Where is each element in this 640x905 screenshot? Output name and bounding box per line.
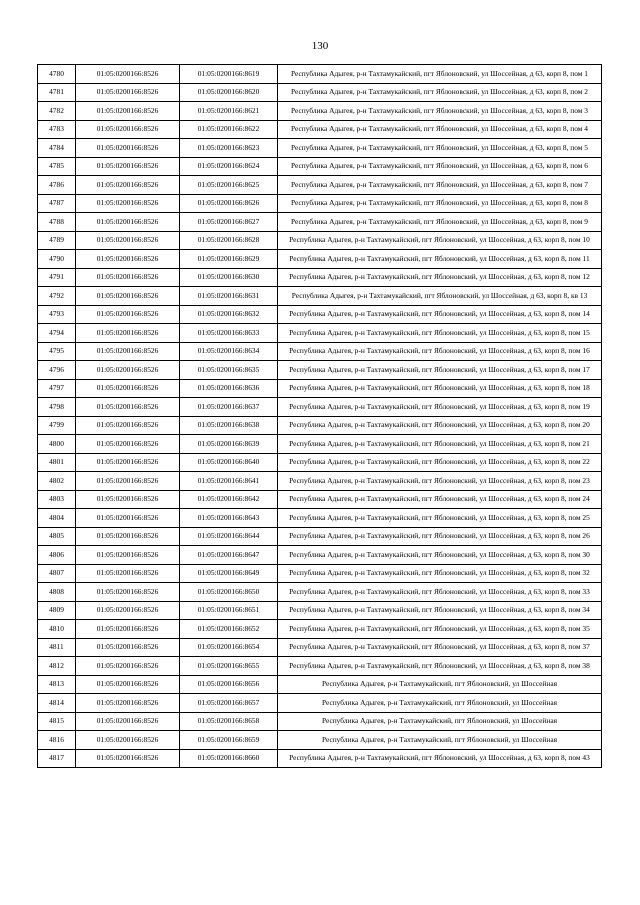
- cadastral-number-cell: 01:05:0200166:8655: [180, 657, 278, 676]
- cadastral-number-cell: 01:05:0200166:8640: [180, 453, 278, 472]
- row-number-cell: 4797: [38, 379, 76, 398]
- row-number-cell: 4801: [38, 453, 76, 472]
- address-cell: Республика Адыгея, р-н Тахтамукайский, пгт Яблоновский, ул Шоссейная, д 63, корп 8, пом 4: [278, 120, 602, 139]
- row-number-cell: 4811: [38, 638, 76, 657]
- cadastral-number-cell: 01:05:0200166:8624: [180, 157, 278, 176]
- cadastral-number-cell: 01:05:0200166:8633: [180, 324, 278, 343]
- table-row: [38, 157, 602, 176]
- table-row: [38, 342, 602, 361]
- cadastral-number-cell: 01:05:0200166:8652: [180, 620, 278, 639]
- parent-cadastral-cell: 01:05:0200166:8526: [76, 268, 180, 287]
- row-number-cell: 4807: [38, 564, 76, 583]
- address-cell: Республика Адыгея, р-н Тахтамукайский, пгт Яблоновский, ул Шоссейная, д 63, корп 8, пом 6: [278, 157, 602, 176]
- parent-cadastral-cell: 01:05:0200166:8526: [76, 435, 180, 454]
- address-cell: Республика Адыгея, р-н Тахтамукайский, пгт Яблоновский, ул Шоссейная, д 63, корп 8, пом 34: [278, 601, 602, 620]
- cadastral-number-cell: 01:05:0200166:8660: [180, 749, 278, 768]
- row-number-cell: 4810: [38, 620, 76, 639]
- parent-cadastral-cell: 01:05:0200166:8526: [76, 749, 180, 768]
- row-number-cell: 4785: [38, 157, 76, 176]
- cadastral-number-cell: 01:05:0200166:8647: [180, 546, 278, 565]
- row-number-cell: 4805: [38, 527, 76, 546]
- row-number-cell: 4796: [38, 361, 76, 380]
- row-number-cell: 4780: [38, 65, 76, 84]
- parent-cadastral-cell: 01:05:0200166:8526: [76, 65, 180, 84]
- row-number-cell: 4803: [38, 490, 76, 509]
- parent-cadastral-cell: 01:05:0200166:8526: [76, 620, 180, 639]
- cadastral-number-cell: 01:05:0200166:8637: [180, 398, 278, 417]
- cadastral-number-cell: 01:05:0200166:8626: [180, 194, 278, 213]
- parent-cadastral-cell: 01:05:0200166:8526: [76, 398, 180, 417]
- table-row: [38, 694, 602, 713]
- row-number-cell: 4783: [38, 120, 76, 139]
- address-cell: Республика Адыгея, р-н Тахтамукайский, пгт Яблоновский, ул Шоссейная, д 63, корп 8, пом 19: [278, 398, 602, 417]
- table-row: [38, 379, 602, 398]
- table-row: [38, 472, 602, 491]
- cadastral-number-cell: 01:05:0200166:8631: [180, 287, 278, 306]
- table-row: [38, 490, 602, 509]
- table-row: [38, 731, 602, 750]
- parent-cadastral-cell: 01:05:0200166:8526: [76, 583, 180, 602]
- row-number-cell: 4809: [38, 601, 76, 620]
- parent-cadastral-cell: 01:05:0200166:8526: [76, 194, 180, 213]
- parent-cadastral-cell: 01:05:0200166:8526: [76, 472, 180, 491]
- address-cell: Республика Адыгея, р-н Тахтамукайский, пгт Яблоновский, ул Шоссейная, д 63, корп 8, пом 12: [278, 268, 602, 287]
- parent-cadastral-cell: 01:05:0200166:8526: [76, 176, 180, 195]
- parent-cadastral-cell: 01:05:0200166:8526: [76, 731, 180, 750]
- table-row: [38, 620, 602, 639]
- address-cell: Республика Адыгея, р-н Тахтамукайский, пгт Яблоновский, ул Шоссейная, д 63, корп 8, пом 21: [278, 435, 602, 454]
- table-row: [38, 268, 602, 287]
- table-row: [38, 398, 602, 417]
- parent-cadastral-cell: 01:05:0200166:8526: [76, 564, 180, 583]
- cadastral-number-cell: 01:05:0200166:8657: [180, 694, 278, 713]
- cadastral-number-cell: 01:05:0200166:8641: [180, 472, 278, 491]
- cadastral-number-cell: 01:05:0200166:8635: [180, 361, 278, 380]
- parent-cadastral-cell: 01:05:0200166:8526: [76, 416, 180, 435]
- cadastral-number-cell: 01:05:0200166:8656: [180, 675, 278, 694]
- address-cell: Республика Адыгея, р-н Тахтамукайский, пгт Яблоновский, ул Шоссейная, д 63, корп 8, пом 5: [278, 139, 602, 158]
- cadastral-number-cell: 01:05:0200166:8650: [180, 583, 278, 602]
- address-cell: Республика Адыгея, р-н Тахтамукайский, пгт Яблоновский, ул Шоссейная, д 63, корп 8, пом 22: [278, 453, 602, 472]
- address-cell: Республика Адыгея, р-н Тахтамукайский, пгт Яблоновский, ул Шоссейная: [278, 675, 602, 694]
- row-number-cell: 4781: [38, 83, 76, 102]
- row-number-cell: 4806: [38, 546, 76, 565]
- row-number-cell: 4787: [38, 194, 76, 213]
- row-number-cell: 4816: [38, 731, 76, 750]
- parent-cadastral-cell: 01:05:0200166:8526: [76, 509, 180, 528]
- table-row: [38, 601, 602, 620]
- row-number-cell: 4814: [38, 694, 76, 713]
- row-number-cell: 4795: [38, 342, 76, 361]
- address-cell: Республика Адыгея, р-н Тахтамукайский, пгт Яблоновский, ул Шоссейная, д 63, корп 8, пом 32: [278, 564, 602, 583]
- row-number-cell: 4784: [38, 139, 76, 158]
- parent-cadastral-cell: 01:05:0200166:8526: [76, 139, 180, 158]
- address-cell: Республика Адыгея, р-н Тахтамукайский, пгт Яблоновский, ул Шоссейная, д 63, корп 8, пом 30: [278, 546, 602, 565]
- table-row: [38, 287, 602, 306]
- parent-cadastral-cell: 01:05:0200166:8526: [76, 324, 180, 343]
- table-row: [38, 120, 602, 139]
- address-cell: Республика Адыгея, р-н Тахтамукайский, пгт Яблоновский, ул Шоссейная, д 63, корп 8, пом 18: [278, 379, 602, 398]
- table-body: [38, 65, 602, 768]
- address-cell: Республика Адыгея, р-н Тахтамукайский, пгт Яблоновский, ул Шоссейная, д 63, корп 8, пом 2: [278, 83, 602, 102]
- table-row: [38, 231, 602, 250]
- table-row: [38, 416, 602, 435]
- parent-cadastral-cell: 01:05:0200166:8526: [76, 83, 180, 102]
- cadastral-number-cell: 01:05:0200166:8638: [180, 416, 278, 435]
- row-number-cell: 4790: [38, 250, 76, 269]
- parent-cadastral-cell: 01:05:0200166:8526: [76, 157, 180, 176]
- address-cell: Республика Адыгея, р-н Тахтамукайский, пгт Яблоновский, ул Шоссейная, д 63, корп 8, пом 38: [278, 657, 602, 676]
- row-number-cell: 4793: [38, 305, 76, 324]
- parent-cadastral-cell: 01:05:0200166:8526: [76, 342, 180, 361]
- parent-cadastral-cell: 01:05:0200166:8526: [76, 490, 180, 509]
- row-number-cell: 4794: [38, 324, 76, 343]
- table-row: [38, 213, 602, 232]
- table-row: [38, 305, 602, 324]
- table-row: [38, 527, 602, 546]
- table-row: [38, 657, 602, 676]
- cadastral-number-cell: 01:05:0200166:8654: [180, 638, 278, 657]
- table-row: [38, 564, 602, 583]
- address-cell: Республика Адыгея, р-н Тахтамукайский, пгт Яблоновский, ул Шоссейная, д 63, корп 8, пом 7: [278, 176, 602, 195]
- table-row: [38, 250, 602, 269]
- address-cell: Республика Адыгея, р-н Тахтамукайский, пгт Яблоновский, ул Шоссейная, д 63, корп 8, пом 26: [278, 527, 602, 546]
- cadastral-number-cell: 01:05:0200166:8651: [180, 601, 278, 620]
- parent-cadastral-cell: 01:05:0200166:8526: [76, 527, 180, 546]
- table-row: [38, 139, 602, 158]
- parent-cadastral-cell: 01:05:0200166:8526: [76, 250, 180, 269]
- table-row: [38, 638, 602, 657]
- row-number-cell: 4812: [38, 657, 76, 676]
- parent-cadastral-cell: 01:05:0200166:8526: [76, 601, 180, 620]
- cadastral-number-cell: 01:05:0200166:8642: [180, 490, 278, 509]
- row-number-cell: 4782: [38, 102, 76, 121]
- parent-cadastral-cell: 01:05:0200166:8526: [76, 102, 180, 121]
- row-number-cell: 4786: [38, 176, 76, 195]
- row-number-cell: 4799: [38, 416, 76, 435]
- address-cell: Республика Адыгея, р-н Тахтамукайский, пгт Яблоновский, ул Шоссейная, д 63, корп 8, пом 17: [278, 361, 602, 380]
- table-row: [38, 712, 602, 731]
- row-number-cell: 4808: [38, 583, 76, 602]
- parent-cadastral-cell: 01:05:0200166:8526: [76, 120, 180, 139]
- row-number-cell: 4802: [38, 472, 76, 491]
- cadastral-number-cell: 01:05:0200166:8632: [180, 305, 278, 324]
- address-cell: Республика Адыгея, р-н Тахтамукайский, пгт Яблоновский, ул Шоссейная, д 63, корп 8, пом 37: [278, 638, 602, 657]
- cadastral-number-cell: 01:05:0200166:8627: [180, 213, 278, 232]
- cadastral-number-cell: 01:05:0200166:8620: [180, 83, 278, 102]
- address-cell: Республика Адыгея, р-н Тахтамукайский, пгт Яблоновский, ул Шоссейная, д 63, корп 8, пом 11: [278, 250, 602, 269]
- cadastral-number-cell: 01:05:0200166:8630: [180, 268, 278, 287]
- cadastral-number-cell: 01:05:0200166:8634: [180, 342, 278, 361]
- address-cell: Республика Адыгея, р-н Тахтамукайский, пгт Яблоновский, ул Шоссейная: [278, 694, 602, 713]
- cadastral-number-cell: 01:05:0200166:8628: [180, 231, 278, 250]
- row-number-cell: 4789: [38, 231, 76, 250]
- cadastral-number-cell: 01:05:0200166:8629: [180, 250, 278, 269]
- cadastral-number-cell: 01:05:0200166:8639: [180, 435, 278, 454]
- parent-cadastral-cell: 01:05:0200166:8526: [76, 657, 180, 676]
- cadastral-number-cell: 01:05:0200166:8659: [180, 731, 278, 750]
- address-cell: Республика Адыгея, р-н Тахтамукайский, пгт Яблоновский, ул Шоссейная, д 63, корп 8, пом 33: [278, 583, 602, 602]
- table-row: [38, 83, 602, 102]
- cadastral-number-cell: 01:05:0200166:8619: [180, 65, 278, 84]
- cadastral-number-cell: 01:05:0200166:8643: [180, 509, 278, 528]
- parent-cadastral-cell: 01:05:0200166:8526: [76, 453, 180, 472]
- parent-cadastral-cell: 01:05:0200166:8526: [76, 546, 180, 565]
- parent-cadastral-cell: 01:05:0200166:8526: [76, 379, 180, 398]
- address-cell: Республика Адыгея, р-н Тахтамукайский, пгт Яблоновский, ул Шоссейная, д 63, корп 8, пом 8: [278, 194, 602, 213]
- table-row: [38, 176, 602, 195]
- address-cell: Республика Адыгея, р-н Тахтамукайский, пгт Яблоновский, ул Шоссейная, д 63, корп 8, пом 23: [278, 472, 602, 491]
- row-number-cell: 4792: [38, 287, 76, 306]
- address-cell: Республика Адыгея, р-н Тахтамукайский, пгт Яблоновский, ул Шоссейная, д 63, корп 8, пом 24: [278, 490, 602, 509]
- address-cell: Республика Адыгея, р-н Тахтамукайский, пгт Яблоновский, ул Шоссейная, д 63, корп 8, пом 15: [278, 324, 602, 343]
- row-number-cell: 4817: [38, 749, 76, 768]
- table-row: [38, 675, 602, 694]
- table-row: [38, 435, 602, 454]
- table-row: [38, 194, 602, 213]
- address-cell: Республика Адыгея, р-н Тахтамукайский, пгт Яблоновский, ул Шоссейная, д 63, корп 8, пом 10: [278, 231, 602, 250]
- address-cell: Республика Адыгея, р-н Тахтамукайский, пгт Яблоновский, ул Шоссейная, д 63, корп 8, пом 16: [278, 342, 602, 361]
- parent-cadastral-cell: 01:05:0200166:8526: [76, 231, 180, 250]
- cadastral-number-cell: 01:05:0200166:8636: [180, 379, 278, 398]
- page-number: 130: [311, 40, 329, 52]
- table-row: [38, 361, 602, 380]
- address-cell: Республика Адыгея, р-н Тахтамукайский, пгт Яблоновский, ул Шоссейная, д 63, корп 8, пом 1: [278, 65, 602, 84]
- address-cell: Республика Адыгея, р-н Тахтамукайский, пгт Яблоновский, ул Шоссейная: [278, 731, 602, 750]
- address-cell: Республика Адыгея, р-н Тахтамукайский, пгт Яблоновский, ул Шоссейная, д 63, корп 8, пом 25: [278, 509, 602, 528]
- cadastral-number-cell: 01:05:0200166:8649: [180, 564, 278, 583]
- table-row: [38, 102, 602, 121]
- parent-cadastral-cell: 01:05:0200166:8526: [76, 287, 180, 306]
- address-cell: Республика Адыгея, р-н Тахтамукайский, пгт Яблоновский, ул Шоссейная, д 63, корп 8, пом 14: [278, 305, 602, 324]
- table-row: [38, 324, 602, 343]
- address-cell: Республика Адыгея, р-н Тахтамукайский, пгт Яблоновский, ул Шоссейная: [278, 712, 602, 731]
- address-cell: Республика Адыгея, р-н Тахтамукайский, пгт Яблоновский, ул Шоссейная, д 63, корп 8, пом 43: [278, 749, 602, 768]
- address-cell: Республика Адыгея, р-н Тахтамукайский, пгт Яблоновский, ул Шоссейная, д 63, корп 8, пом 20: [278, 416, 602, 435]
- table-row: [38, 749, 602, 768]
- address-cell: Республика Адыгея, р-н Тахтамукайский, пгт Яблоновский, ул Шоссейная, д 63, корп 8, кв 13: [278, 287, 602, 306]
- table-row: [38, 583, 602, 602]
- address-cell: Республика Адыгея, р-н Тахтамукайский, пгт Яблоновский, ул Шоссейная, д 63, корп 8, пом 9: [278, 213, 602, 232]
- table-row: [38, 453, 602, 472]
- cadastral-number-cell: 01:05:0200166:8622: [180, 120, 278, 139]
- row-number-cell: 4800: [38, 435, 76, 454]
- row-number-cell: 4804: [38, 509, 76, 528]
- address-cell: Республика Адыгея, р-н Тахтамукайский, пгт Яблоновский, ул Шоссейная, д 63, корп 8, пом 3: [278, 102, 602, 121]
- parent-cadastral-cell: 01:05:0200166:8526: [76, 694, 180, 713]
- parent-cadastral-cell: 01:05:0200166:8526: [76, 638, 180, 657]
- cadastral-number-cell: 01:05:0200166:8625: [180, 176, 278, 195]
- row-number-cell: 4813: [38, 675, 76, 694]
- cadastral-number-cell: 01:05:0200166:8623: [180, 139, 278, 158]
- row-number-cell: 4798: [38, 398, 76, 417]
- cadastral-number-cell: 01:05:0200166:8644: [180, 527, 278, 546]
- parent-cadastral-cell: 01:05:0200166:8526: [76, 361, 180, 380]
- address-cell: Республика Адыгея, р-н Тахтамукайский, пгт Яблоновский, ул Шоссейная, д 63, корп 8, пом 35: [278, 620, 602, 639]
- cadastral-table: [37, 64, 602, 768]
- table-row: [38, 509, 602, 528]
- cadastral-number-cell: 01:05:0200166:8621: [180, 102, 278, 121]
- parent-cadastral-cell: 01:05:0200166:8526: [76, 305, 180, 324]
- cadastral-number-cell: 01:05:0200166:8658: [180, 712, 278, 731]
- parent-cadastral-cell: 01:05:0200166:8526: [76, 213, 180, 232]
- row-number-cell: 4788: [38, 213, 76, 232]
- table-row: [38, 546, 602, 565]
- row-number-cell: 4791: [38, 268, 76, 287]
- row-number-cell: 4815: [38, 712, 76, 731]
- parent-cadastral-cell: 01:05:0200166:8526: [76, 712, 180, 731]
- parent-cadastral-cell: 01:05:0200166:8526: [76, 675, 180, 694]
- table-row: [38, 65, 602, 84]
